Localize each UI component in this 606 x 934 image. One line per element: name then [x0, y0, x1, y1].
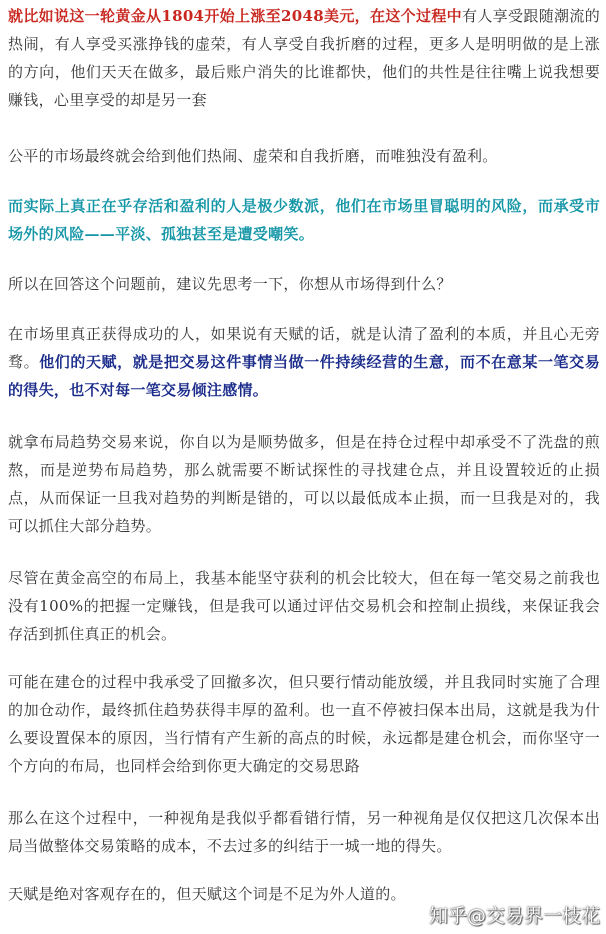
paragraph-8: 可能在建仓的过程中我承受了回撤多次，但只要行情动能放缓，并且我同时实施了合理的加仓动作，最终抓住趋势获得丰厚的盈利。也一直不停被扫保本出局，这就是我为什么要设置保本的原因，当行情有产生新的高点的时候，永远都是建仓机会，而你坚守一个方向的布局，也同样会给到你更大确定的交易思路: [8, 673, 600, 775]
paragraph-3-highlight: 而实际上真正在乎存活和盈利的人是极少数派，他们在市场里冒聪明的风险，而承受市场外的风险——平淡、孤独甚至是遭受嘲笑。: [8, 197, 600, 243]
paragraph-5: [8, 320, 600, 404]
paragraph-5-text: 在市场里真正获得成功的人，如果说有天赋的话，就是认清了盈利的本质，并且心无旁骛。: [8, 325, 600, 371]
paragraph-2: 公平的市场最终就会给到他们热闹、虚荣和自我折磨，而唯独没有盈利。: [8, 147, 498, 165]
paragraph-6: 就拿布局趋势交易来说，你自以为是顺势做多，但是在持仓过程中却承受不了洗盘的煎熬，而是逆势布局趋势，那么就需要不断试探性的寻找建仓点，并且设置较近的止损点，从而保证一旦我对趋势的判断是错的，可以以最低成本止损，而一旦我是对的，我可以抓住大部分趋势。: [8, 433, 600, 535]
paragraph-1: [8, 2, 600, 114]
paragraph-7: 尽管在黄金高空的布局上，我基本能坚守获利的机会比较大，但在每一笔交易之前我也没有100%的把握一定赚钱，但是我可以通过评估交易机会和控制止损线，来保证我会存活到抓住真正的机会。: [8, 569, 600, 643]
paragraph-10: 天赋是绝对客观存在的，但天赋这个词是不足为外人道的。: [8, 885, 406, 903]
watermark: 知乎@交易界一枝花: [428, 905, 600, 927]
paragraph-1-text: 有人享受跟随潮流的热闹，有人享受买涨挣钱的虚荣，有人享受自我折磨的过程，更多人是明明做的是上涨的方向，他们天天在做多，最后账户消失的比谁都快，他们的共性是往往嘴上说我想要赚钱，心里享受的却是另一套: [8, 7, 600, 109]
paragraph-5-highlight: 他们的天赋，就是把交易这件事情当做一件持续经营的生意，而不在意某一笔交易的得失，也不对每一笔交易倾注感情。: [8, 353, 600, 399]
paragraph-1-highlight: 就比如说这一轮黄金从1804开始上涨至2048美元，在这个过程中: [8, 7, 463, 25]
paragraph-9: 那么在这个过程中，一种视角是我似乎都看错行情，另一种视角是仅仅把这几次保本出局当做整体交易策略的成本，不去过多的纠结于一城一地的得失。: [8, 809, 600, 855]
paragraph-4: 所以在回答这个问题前，建议先思考一下，你想从市场得到什么？: [8, 275, 452, 293]
